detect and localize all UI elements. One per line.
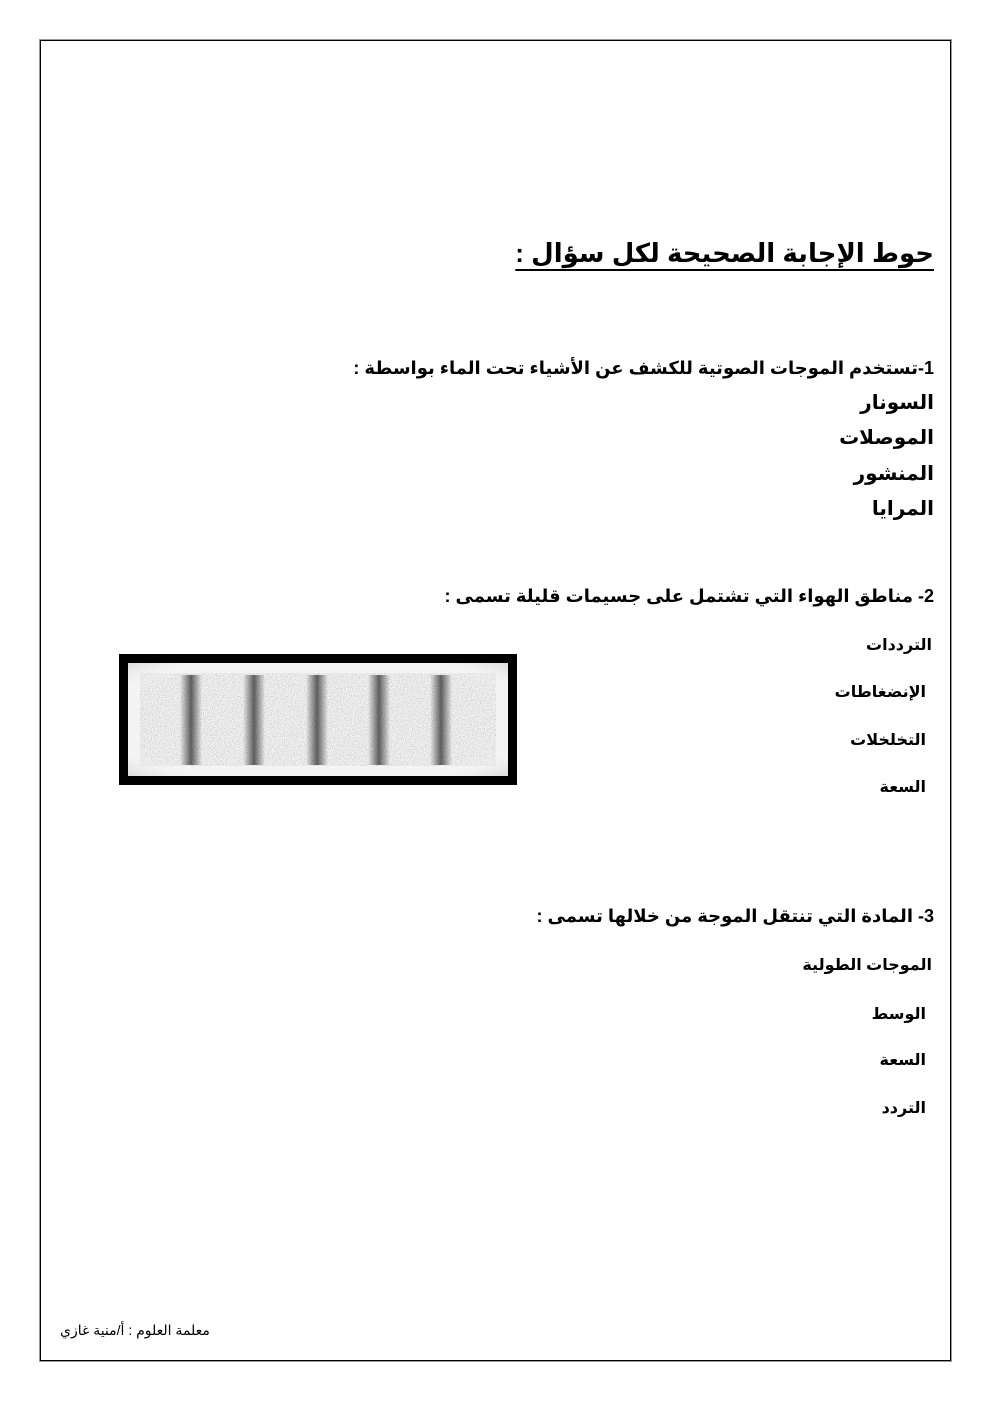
q2-option-4[interactable]: السعة: [879, 779, 926, 796]
compression-pattern-graphic: [128, 663, 508, 776]
wave-image-canvas: [127, 662, 509, 777]
worksheet-title: حوط الإجابة الصحيحة لكل سؤال :: [515, 238, 934, 268]
q3-option-4[interactable]: التردد: [881, 1100, 926, 1117]
question-1-text: 1-تستخدم الموجات الصوتية للكشف عن الأشياء تحت الماء بواسطة :: [353, 358, 934, 378]
q1-option-4[interactable]: المرايا: [871, 498, 934, 520]
q2-option-2[interactable]: الإنضغاطات: [834, 684, 926, 701]
teacher-footer: معلمة العلوم : أ/منية غازي: [60, 1322, 210, 1338]
q3-option-3[interactable]: السعة: [879, 1052, 926, 1069]
question-3-text: 3- المادة التي تنتقل الموجة من خلالها تسمى :: [536, 906, 934, 926]
q3-option-1[interactable]: الموجات الطولية: [802, 957, 932, 974]
longitudinal-wave-image: [119, 654, 517, 785]
q2-option-3[interactable]: التخلخلات: [850, 732, 926, 749]
q3-option-2[interactable]: الوسط: [871, 1006, 926, 1023]
q1-option-1[interactable]: السونار: [860, 392, 934, 414]
q1-option-3[interactable]: المنشور: [853, 463, 934, 485]
question-2-text: 2- مناطق الهواء التي تشتمل على جسيمات قليلة تسمى :: [444, 586, 934, 606]
q2-option-1[interactable]: الترددات: [866, 637, 932, 654]
q1-option-2[interactable]: الموصلات: [839, 427, 934, 449]
